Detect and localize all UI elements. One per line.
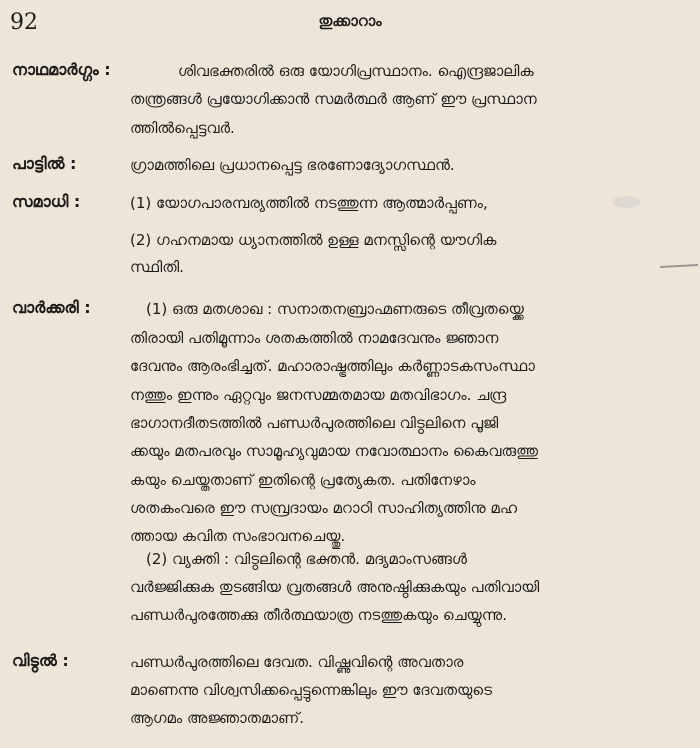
running-head: തുക്കാറാം xyxy=(318,12,382,30)
entry-line: ആഗമം അജ്ഞാതമാണ്. xyxy=(130,709,304,727)
entry-line: വർജ്ജിക്കുക തുടങ്ങിയ വ്രതങ്ങൾ അനുഷ്ഠിക്കുകയും പതിവായി xyxy=(130,578,540,596)
entry-line: മാണെന്നു വിശ്വസിക്കപ്പെട്ടുന്നെങ്കിലും ഈ ദേവതയുടെ xyxy=(130,681,492,699)
entry-line: (1) യോഗപാരമ്പര്യത്തിൽ നടത്തുന്ന ആത്മാർപ്പണം, xyxy=(130,194,488,212)
entry-term: നാഥമാർഗ്ഗം : xyxy=(12,60,111,79)
entry-line: പണ്ഡർപുരത്തിലെ ദേവത. വിഷ്ണുവിന്റെ അവതാര xyxy=(130,653,464,671)
entry-line: ശതകംവരെ ഈ സമ്പ്രദായം മറാഠി സാഹിത്യത്തിനു മഹ xyxy=(130,499,518,517)
entry-line: (2) വ്യക്തി : വിട്ഠലിന്റെ ഭക്തൻ. മദ്യമാംസങ്ങൾ xyxy=(146,550,467,568)
entry-line: ശിവഭക്തരിൽ ഒരു യോഗിപ്രസ്ഥാനം. ഐന്ദ്രജാലിക xyxy=(178,62,534,80)
entry-term: വാർക്കരി : xyxy=(12,298,91,317)
paper-smudge xyxy=(612,196,640,208)
entry-line: ഭാഗാനദീതടത്തിൽ പണ്ഡർപുരത്തിലെ വിട്ഠലിനെ പൂജി xyxy=(130,414,499,432)
entry-line: പണ്ഡർപുരത്തേക്കു തീർത്ഥയാത്ര നടത്തുകയും ചെയ്യുന്നു. xyxy=(130,606,508,624)
page-number: 92 xyxy=(10,10,38,35)
entry-line: തന്ത്രങ്ങൾ പ്രയോഗിക്കാൻ സമർത്ഥർ ആണ് ഈ പ്രസ്ഥാന xyxy=(130,90,537,108)
entry-line: ഗ്രാമത്തിലെ പ്രധാനപ്പെട്ട ഭരണോദ്യോഗസ്ഥൻ. xyxy=(130,156,455,174)
entry-line: ക്കയും മതപരവും സാമൂഹ്യവുമായ നവോത്ഥാനം കൈവരുത്തു xyxy=(130,442,539,460)
entry-line: ത്തായ കവിത സംഭാവനചെയ്തു. xyxy=(130,527,346,545)
entry-line: (2) ഗഹനമായ ധ്യാനത്തിൽ ഉള്ള മനസ്സിന്റെ യൗഗിക xyxy=(130,231,497,249)
entry-line: ത്തിൽപ്പെട്ടവർ. xyxy=(130,119,235,137)
entry-line: കയും ചെയ്തതാണ് ഇതിന്റെ പ്രത്യേകത. പതിനേഴാം xyxy=(130,471,476,489)
entry-line: (1) ഒരു മതശാഖ : സനാതനബ്രാഹ്മണരുടെ തീവ്രതയ്ക്കെ xyxy=(146,300,524,318)
entry-line: ദേവനും ആരംഭിച്ചത്. മഹാരാഷ്ട്രത്തിലും കർണ്ണാടകസംസ്ഥാ xyxy=(130,357,535,375)
entry-term: വിട്ഠൽ : xyxy=(12,651,69,670)
entry-term: പാട്ടിൽ : xyxy=(12,154,77,173)
entry-line: തിരായി പതിമൂന്നാം ശതകത്തിൽ നാമദേവനും ജ്ഞാന xyxy=(130,329,499,347)
entry-term: സമാധി : xyxy=(12,192,81,211)
entry-line: നത്തും ഇന്നും ഏറ്റവും ജനസമ്മതമായ മതവിഭാഗം. ചന്ദ്ര xyxy=(130,386,507,404)
entry-line: സ്ഥിതി. xyxy=(130,258,184,276)
pencil-mark xyxy=(660,264,698,268)
